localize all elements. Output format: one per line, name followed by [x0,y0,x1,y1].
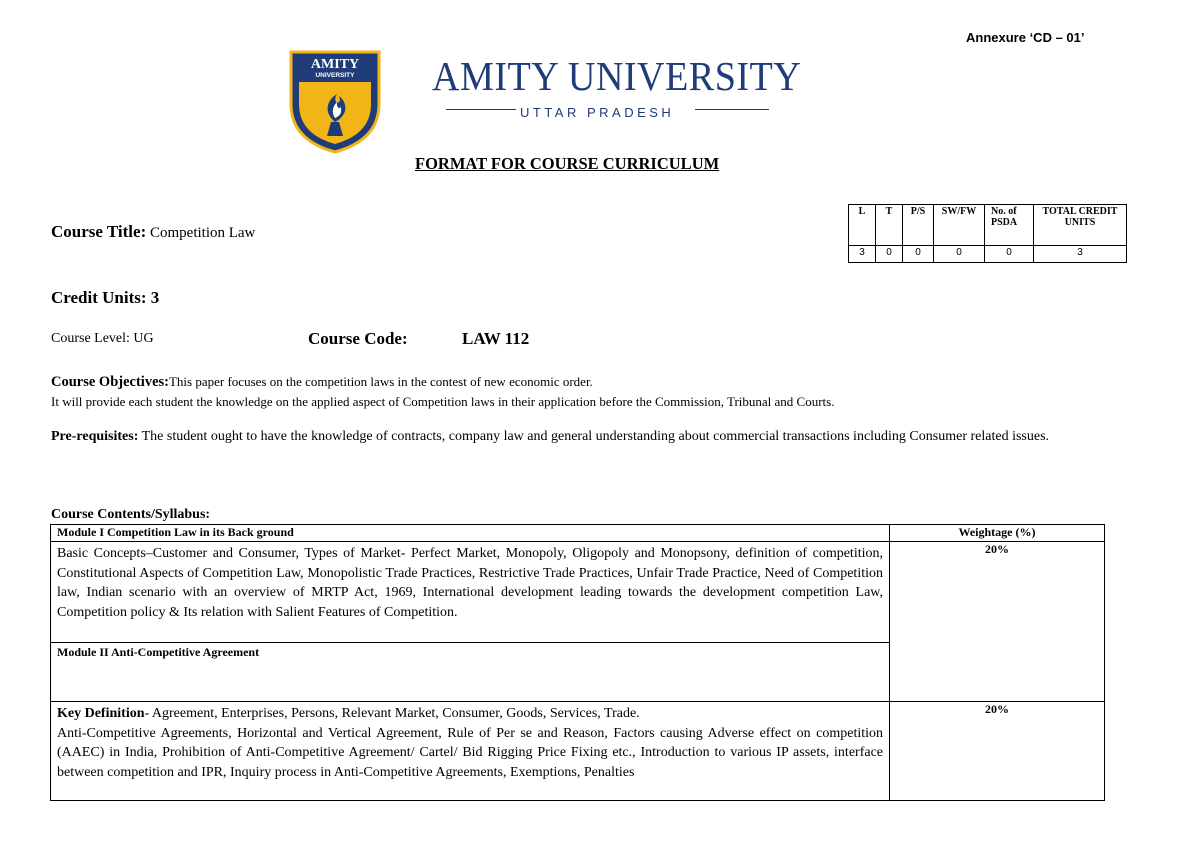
credit-value-swfw: 0 [934,246,985,263]
credit-units: Credit Units: 3 [51,288,160,307]
module2-content: Anti-Competitive Agreements, Horizontal and Vertical Agreement, Rule of Per se and Reason, Factors causing Adverse effect on competition (AAEC) in India, Prohibition of Anti-Competitive Agreement/ Cartel/ Bid Rigging Price Fixing etc., Introduction to various IP assets, interface between competition and IPR, Inquiry process in Anti-Competitive Agreements, Exemptions, Penalties [57,725,883,780]
logo-shield-subtitle: UNIVERSITY [315,72,355,79]
brand-rule-left [446,109,516,110]
syllabus-table [50,524,1105,801]
credit-table-values-row [849,246,1127,263]
course-title [51,222,255,242]
module1-title: Module I Competition Law in its Back ground [51,525,890,542]
credit-value-t: 0 [876,246,903,263]
credit-header-t: T [876,205,903,246]
credit-value-ps: 0 [903,246,934,263]
credit-value-psda: 0 [985,246,1034,263]
credit-value-total: 3 [1034,246,1127,263]
syllabus-label: Course Contents/Syllabus: [51,507,211,522]
course-code-label: Course Code: [308,329,408,348]
module2-key-text: - Agreement, Enterprises, Persons, Relevant Market, Consumer, Goods, Services, Trade. [144,706,640,721]
weightage-header: Weightage (%) [890,525,1105,542]
module2-weightage: 20% [890,702,1105,801]
credit-header-ps: P/S [903,205,934,246]
course-code-value: LAW 112 [462,329,530,348]
credit-header-swfw: SW/FW [934,205,985,246]
module2-title: Module II Anti-Competitive Agreement [51,643,890,702]
university-name: AMITY UNIVERSITY [432,53,802,99]
module1-weightage: 20% [890,542,1105,702]
prerequisites-text: The student ought to have the knowledge of contracts, company law and general understanding about commercial transactions including Consumer related issues. [138,429,1050,444]
course-title-label: Course Title: [51,222,147,241]
objectives-line1: This paper focuses on the competition laws in the contest of new economic order. [168,374,593,389]
amity-shield-logo [287,48,383,154]
module2-key-label: Key Definition [57,706,145,721]
document-heading: FORMAT FOR COURSE CURRICULUM [415,154,720,173]
annexure-label: Annexure ‘CD – 01’ [966,30,1085,45]
objectives-label: Course Objectives: [51,374,169,390]
credit-value-l: 3 [849,246,876,263]
credit-table-header-row [849,205,1127,246]
course-level: Course Level: UG [51,331,154,346]
course-title-value: Competition Law [149,225,256,241]
brand-rule-right [695,109,769,110]
module2-row [51,702,1105,801]
syllabus-header-row [51,525,1105,542]
module1-content: Basic Concepts–Customer and Consumer, Types of Market- Perfect Market, Monopoly, Oligopoly and Monopsony, definition of competition, Constitutional Aspects of Competition Law, Monopolistic Trade Practices, Restrictive Trade Practices, Unfair Trade Practice, Need of Competition law, Indian scenario with an overview of MRTP Act, 1969, International development leading towards the development competition Law, Competition policy & Its relation with Salient Features of Competition. [51,542,890,643]
logo-shield-title: AMITY [310,57,360,72]
university-region: UTTAR PRADESH [520,105,675,120]
prerequisites [51,428,1161,446]
credit-header-total: TOTAL CREDIT UNITS [1034,205,1127,246]
credit-header-l: L [849,205,876,246]
module2-content-cell [51,702,890,801]
module1-row [51,542,1105,643]
objectives-line2: It will provide each student the knowledge on the applied aspect of Competition laws in their application before the Commission, Tribunal and Courts. [51,394,835,409]
credit-breakdown-table [848,204,1127,263]
credit-header-psda: No. of PSDA [985,205,1034,246]
course-objectives [51,371,834,412]
prerequisites-label: Pre-requisites: [51,429,139,444]
